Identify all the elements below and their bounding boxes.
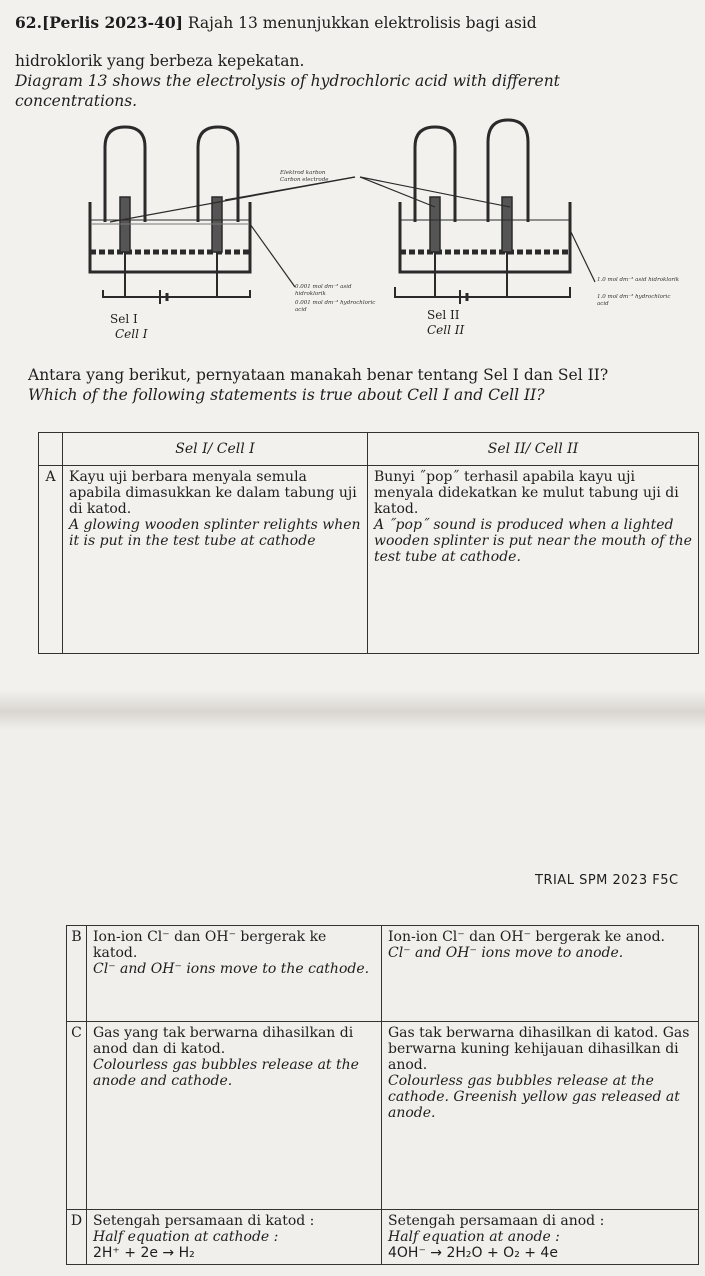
- option-row-a[interactable]: [39, 466, 699, 654]
- question-line-1-text: Rajah 13 menunjukkan elektrolisis bagi asid: [182, 14, 537, 32]
- option-d-right-en: Half equation at anode :: [388, 1229, 560, 1245]
- conc-2-label-ms: 1.0 mol dm⁻³ asid hidroklorik: [597, 277, 680, 283]
- question-number: 62.: [15, 13, 42, 32]
- answer-table-bottom: [66, 925, 699, 1265]
- option-d-right: [382, 1210, 699, 1265]
- option-b-left: [87, 926, 382, 1022]
- question-source: [Perlis 2023-40]: [41, 13, 183, 32]
- option-d-right-equation: 4OH⁻ → 2H₂O + O₂ + 4e: [388, 1245, 558, 1261]
- option-d-left-ms: Setengah persamaan di katod :: [93, 1213, 315, 1229]
- option-b-left-ms: Ion-ion Cl⁻ dan OH⁻ bergerak ke katod.: [93, 929, 327, 961]
- option-d-left-en: Half equation at cathode :: [93, 1229, 279, 1245]
- option-row-d[interactable]: [67, 1210, 699, 1265]
- carbon-electrode-label-ms: Elektrod karbon: [280, 170, 326, 176]
- option-c-left: [87, 1022, 382, 1210]
- option-a-right-en: A ˝pop˝ sound is produced when a lighted wooden splinter is put near the mouth of the test tube at cathode.: [374, 517, 692, 565]
- conc-1-label-ms: 0.001 mol dm⁻³ asid hidroklorik: [295, 284, 352, 297]
- option-b-right-ms: Ion-ion Cl⁻ dan OH⁻ bergerak ke anod.: [388, 929, 665, 945]
- header-blank: [39, 433, 63, 466]
- table-header-row: [39, 433, 699, 466]
- trial-spm-label: TRIAL SPM 2023 F5C: [535, 873, 679, 888]
- option-c-right-ms: Gas tak berwarna dihasilkan di katod. Gas berwarna kuning kehijauan dihasilkan di anod.: [388, 1025, 690, 1073]
- option-a-left-ms: Kayu uji berbara menyala semula apabila dimasukkan ke dalam tabung uji di katod.: [69, 469, 357, 517]
- option-c-left-ms: Gas yang tak berwarna dihasilkan di anod dan di katod.: [93, 1025, 354, 1057]
- question-ask-ms: Antara yang berikut, pernyataan manakah benar tentang Sel I dan Sel II?: [28, 366, 609, 384]
- cell-1-label-en: Cell I: [115, 327, 148, 341]
- cell-1-label-ms: Sel I: [110, 312, 138, 326]
- cell-2-label-ms: Sel II: [427, 308, 460, 322]
- option-row-c[interactable]: [67, 1022, 699, 1210]
- question-line-4-en: concentrations.: [15, 92, 138, 110]
- answer-table-top: [38, 432, 699, 654]
- option-letter: C: [67, 1022, 87, 1210]
- option-d-right-ms: Setengah persamaan di anod :: [388, 1213, 605, 1229]
- conc-1-label-en: 0.001 mol dm⁻³ hydrochloric acid: [295, 300, 376, 313]
- option-letter: D: [67, 1210, 87, 1265]
- option-a-left: [63, 466, 368, 654]
- option-c-right-en: Colourless gas bubbles release at the cathode. Greenish yellow gas released at anode.: [388, 1073, 680, 1121]
- electrolysis-diagram: [40, 112, 705, 372]
- question-ask-en: Which of the following statements is true about Cell I and Cell II?: [28, 386, 545, 404]
- page-fold: [0, 690, 705, 730]
- option-d-left: [87, 1210, 382, 1265]
- option-b-right: [382, 926, 699, 1022]
- option-b-right-en: Cl⁻ and OH⁻ ions move to anode.: [388, 945, 624, 961]
- carbon-electrode-label-en: Carbon electrode: [280, 177, 329, 183]
- option-row-b[interactable]: [67, 926, 699, 1022]
- option-letter: A: [39, 466, 63, 654]
- header-cell-1: Sel I/ Cell I: [63, 433, 368, 466]
- conc-2-label-en: 1.0 mol dm⁻³ hydrochloric acid: [597, 294, 671, 307]
- option-a-right-ms: Bunyi ˝pop˝ terhasil apabila kayu uji menyala didekatkan ke mulut tabung uji di katod.: [374, 469, 679, 517]
- option-c-left-en: Colourless gas bubbles release at the anode and cathode.: [93, 1057, 359, 1089]
- option-a-right: [368, 466, 699, 654]
- question-line-3-en: Diagram 13 shows the electrolysis of hydrochloric acid with different: [15, 72, 560, 90]
- question-line-2: hidroklorik yang berbeza kepekatan.: [15, 52, 305, 70]
- question-line-1: [15, 14, 537, 32]
- option-letter: B: [67, 926, 87, 1022]
- option-a-left-en: A glowing wooden splinter relights when it is put in the test tube at cathode: [69, 517, 361, 549]
- option-c-right: [382, 1022, 699, 1210]
- option-d-left-equation: 2H⁺ + 2e → H₂: [93, 1245, 195, 1261]
- cell-2-label-en: Cell II: [427, 323, 465, 337]
- header-cell-2: Sel II/ Cell II: [368, 433, 699, 466]
- option-b-left-en: Cl⁻ and OH⁻ ions move to the cathode.: [93, 961, 370, 977]
